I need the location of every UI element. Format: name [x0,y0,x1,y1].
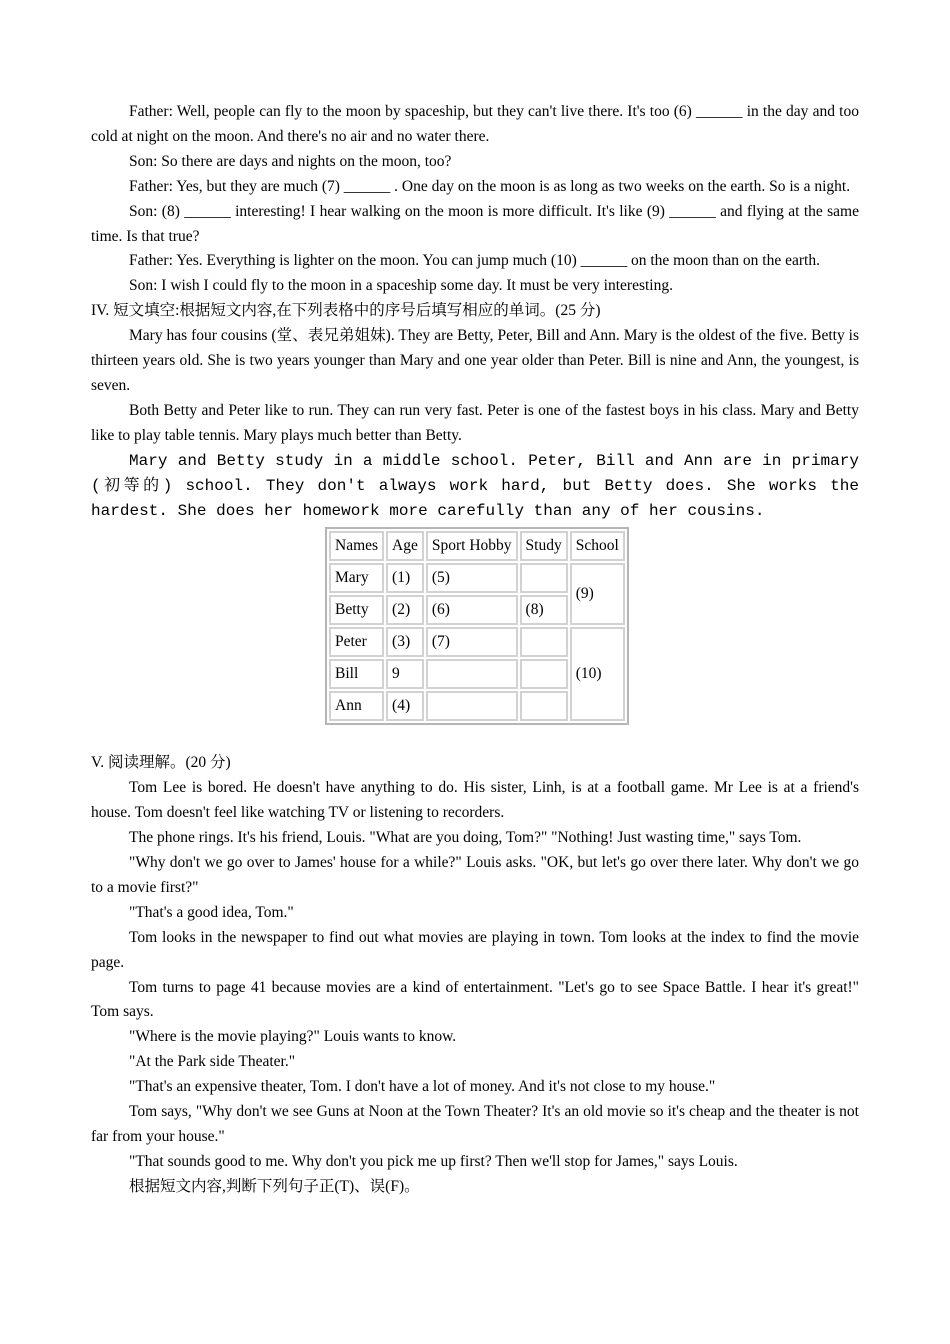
passage-paragraph: "That sounds good to me. Why don't you pick me up first? Then we'll stop for James," says Louis. [129,1152,738,1170]
table-header-cell: School [570,531,625,561]
age-cell: (2) [386,595,424,625]
table-header-cell: Sport Hobby [426,531,518,561]
passage-paragraph: "Why don't we go over to James' house for a while?" Louis asks. "OK, but let's go over there later. Why don't we go to a movie first?" [91,854,859,896]
document-page [91,100,859,1200]
section-4-heading: IV. 短文填空:根据短文内容,在下列表格中的序号后填写相应的单词。(25 分) [91,302,601,320]
blank-line [91,725,859,751]
passage-paragraph: "That's an expensive theater, Tom. I don't have a lot of money. And it's not close to my house." [129,1078,716,1096]
passage-paragraph: Tom turns to page 41 because movies are a kind of entertainment. "Let's go to see Space Battle. I hear it's great!" Tom says. [91,978,859,1021]
passage-paragraph: Tom looks in the newspaper to find out what movies are playing in town. Tom looks at the index to find the movie page. [91,928,859,971]
name-cell: Mary [329,563,384,593]
dialogue-line: Son: So there are days and nights on the moon, too? [129,152,452,170]
dialogue-line: Son: I wish I could fly to the moon in a spaceship some day. It must be very interesting. [129,277,673,295]
age-cell: (1) [386,563,424,593]
sport-cell [426,659,518,689]
table-row [329,627,625,657]
sport-cell: (6) [426,595,518,625]
passage-paragraph: Tom Lee is bored. He doesn't have anything to do. His sister, Linh, is at a football game. Mr Lee is at a friend's house. Tom doesn't feel like watching TV or listening to recorders. [91,779,859,822]
school-cell: (10) [570,627,625,721]
passage-paragraph: "At the Park side Theater." [129,1053,296,1071]
study-cell [520,627,568,657]
passage-paragraph: The phone rings. It's his friend, Louis. "What are you doing, Tom?" "Nothing! Just wasting time," says Tom. [129,829,802,847]
sport-cell: (5) [426,563,518,593]
study-cell [520,691,568,721]
study-cell: (8) [520,595,568,625]
passage-paragraph: Tom says, "Why don't we see Guns at Noon at the Town Theater? It's an old movie so it's cheap and the theater is not far from your house." [91,1103,859,1145]
name-cell: Bill [329,659,384,689]
study-cell [520,659,568,689]
task-instruction: 根据短文内容,判断下列句子正(T)、误(F)。 [129,1177,420,1195]
dialogue-line: Father: Yes, but they are much (7) ______ . One day on the moon is as long as two weeks on the earth. So is a night. [129,177,851,195]
section-5-heading: V. 阅读理解。(20 分) [91,754,231,772]
passage-paragraph: "That's a good idea, Tom." [129,903,294,921]
school-cell: (9) [570,563,625,625]
sport-cell: (7) [426,627,518,657]
table-row [329,563,625,593]
passage-paragraph: Both Betty and Peter like to run. They can run very fast. Peter is one of the fastest boys in his class. Mary and Betty like to play table tennis. Mary plays much better than Betty. [91,401,859,444]
info-table [325,527,629,725]
passage-paragraph: "Where is the movie playing?" Louis wants to know. [129,1028,457,1046]
dialogue-line: Father: Yes. Everything is lighter on the moon. You can jump much (10) ______ on the moon than on the earth. [129,252,820,270]
table-header-cell: Study [520,531,568,561]
table-header-cell: Age [386,531,424,561]
dialogue-line: Son: (8) ______ interesting! I hear walking on the moon is more difficult. It's like (9) ______ and flying at the same time. Is that true? [91,202,859,245]
info-table-wrapper [325,527,625,725]
table-header-row [329,531,625,561]
sport-cell [426,691,518,721]
age-cell: (3) [386,627,424,657]
passage-paragraph-mono: Mary and Betty study in a middle school. Peter, Bill and Ann are in primary (初等的) school. They don't always work hard, but Betty does. She works the hardest. She does her homework more carefully than any of her cousins. [91,451,859,520]
dialogue-line: Father: Well, people can fly to the moon by spaceship, but they can't live there. It's too (6) ______ in the day and too cold at night on the moon. And there's no air and no water there. [91,103,859,145]
name-cell: Ann [329,691,384,721]
passage-paragraph: Mary has four cousins (堂、表兄弟姐妹). They are Betty, Peter, Bill and Ann. Mary is the oldest of the five. Betty is thirteen years old. She is two years younger than Mary and one year older than Peter. Bill is nine and Ann, the youngest, is seven. [91,327,859,394]
study-cell [520,563,568,593]
name-cell: Betty [329,595,384,625]
table-header-cell: Names [329,531,384,561]
age-cell: (4) [386,691,424,721]
age-cell: 9 [386,659,424,689]
name-cell: Peter [329,627,384,657]
